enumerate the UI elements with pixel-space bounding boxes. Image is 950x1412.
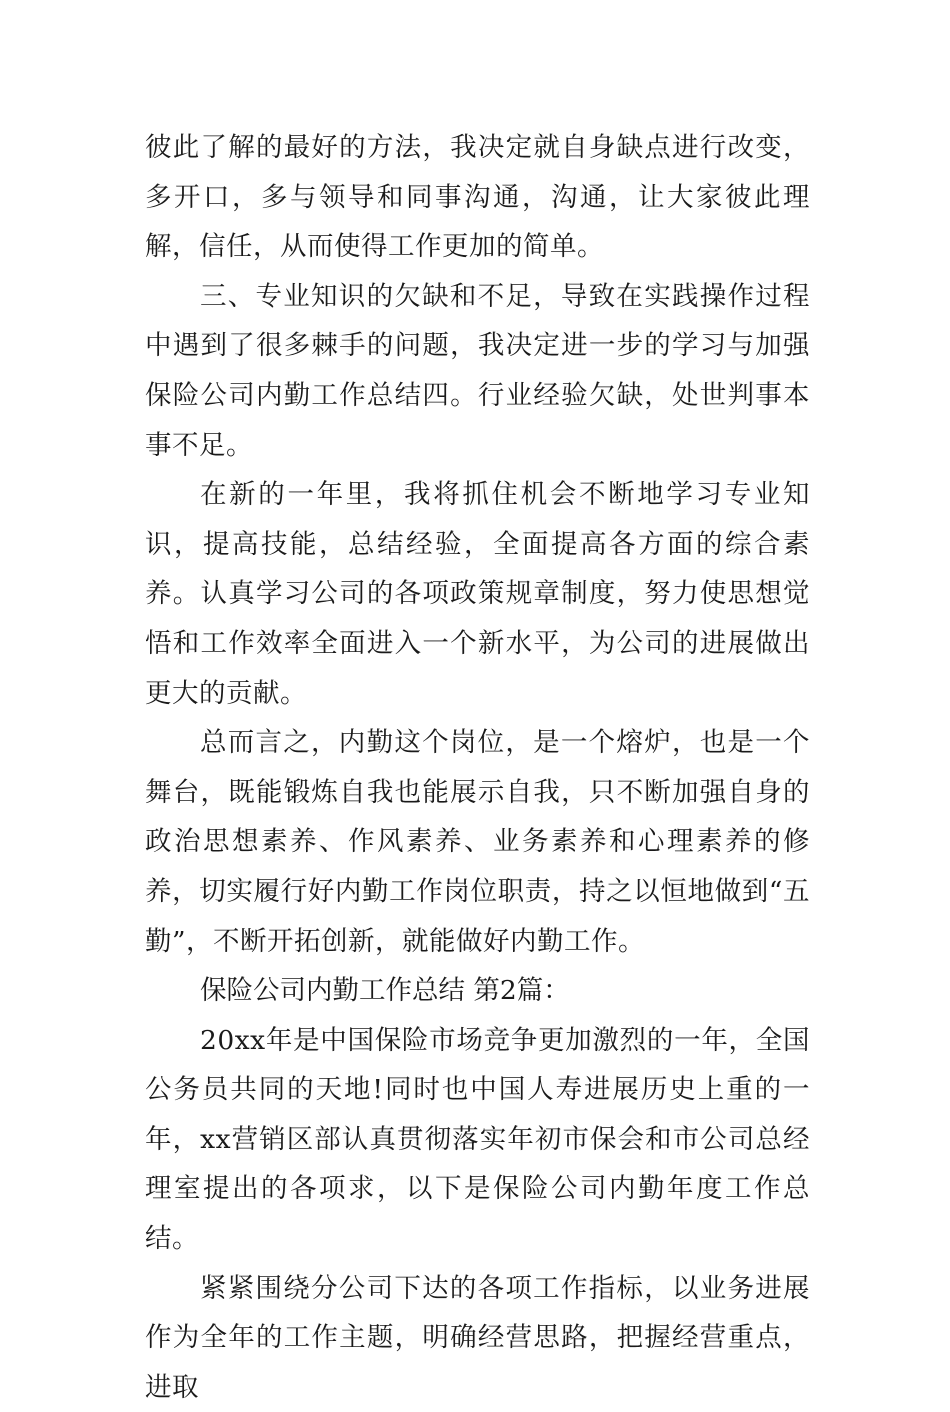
section-heading-part-2: 保险公司内勤工作总结 第2篇： — [200, 975, 570, 1007]
document-body — [145, 123, 810, 1412]
paragraph-new-year-plan: 在新的一年里，我将抓住机会不断地学习专业知识，提高技能，总结经验，全面提高各方面的综合素养。认真学习公司的各项政策规章制度，努力使思想觉悟和工作效率全面进入一个新水平，为公司的进展做出更大的贡献。 — [145, 479, 810, 709]
paragraph-communication: 彼此了解的最好的方法，我决定就自身缺点进行改变，多开口，多与领导和同事沟通，沟通，让大家彼此理解，信任，从而使得工作更加的简单。 — [145, 132, 810, 263]
paragraph-professional-knowledge: 三、专业知识的欠缺和不足，导致在实践操作过程中遇到了很多棘手的问题，我决定进一步的学习与加强保险公司内勤工作总结四。行业经验欠缺，处世判事本事不足。 — [145, 280, 810, 461]
paragraph-conclusion: 总而言之，内勤这个岗位，是一个熔炉，也是一个舞台，既能锻炼自我也能展示自我，只不断加强自身的政治思想素养、作风素养、业务素养和心理素养的修养，切实履行好内勤工作岗位职责，持之以恒地做到“五勤”，不断开拓创新，就能做好内勤工作。 — [145, 727, 810, 957]
paragraph-business-targets: 紧紧围绕分公司下达的各项工作指标，以业务进展作为全年的工作主题，明确经营思路，把握经营重点，进取 — [145, 1272, 810, 1403]
paragraph-market-competition: 20xx年是中国保险市场竞争更加激烈的一年，全国公务员共同的天地!同时也中国人寿进展历史上重的一年，xx营销区部认真贯彻落实年初市保会和市公司总经理室提出的各项求，以下是保险公司内勤年度工作总结。 — [145, 1024, 810, 1255]
